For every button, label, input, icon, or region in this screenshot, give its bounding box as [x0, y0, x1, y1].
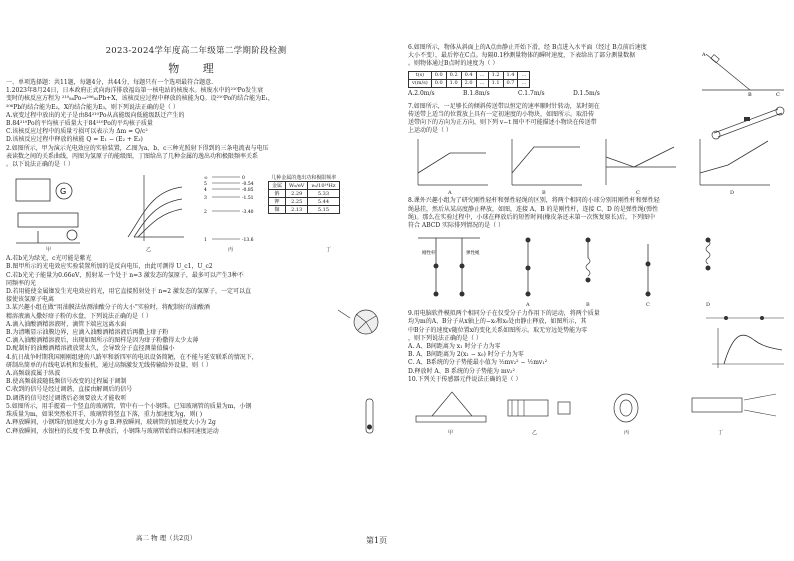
- section-heading: 一、单项选择题：共11题，每题4分，共44分，每题只有一个选项最符合题意.: [6, 79, 213, 86]
- svg-text:C: C: [776, 92, 780, 98]
- question-10: 10.下列关于传感器元件说法正确的是（ ） 甲 乙 丙 丁: [408, 376, 788, 438]
- q7-vt-graphs: [408, 135, 788, 197]
- question-7: 7.如图所示，一足够长的倾斜传送带以恒定的速率顺时针转动，某时刻在 传送带上适当的位置放上具有一定初速度的小物块，如图所示。取沿传 送带向下的方向为正方向，则下列 v−t 图中不可能描述小物块在传送带 上运动的是（ ） A B C D: [408, 103, 788, 198]
- photoelectric-apparatus-diagram: [8, 171, 94, 249]
- figure-label: 丙: [228, 247, 234, 254]
- level-label: 2: [204, 210, 207, 216]
- question-4: 4.抗日战争时期我国刚刚组建的八路军和新四军的电讯设备简陋，在不能与延安联系的情况下， 研制出简单的有线电话机和发报机，通过高频激发无线传输给外设量，则（ ） A.高频载波属于纵波 B.使高频载波随低频信号改变的过程属于调制 C.收到的信号是经过调谐，直接由解调后的信号 D.调谐的信号经过调谐后必须要放大才能收听: [6, 353, 258, 402]
- option-label: C: [646, 302, 650, 309]
- q6-options: A.2.0m/s B.1.8m/s C.1.7m/s D.1.5m/s: [408, 89, 600, 97]
- level-value: 0: [242, 176, 245, 182]
- work-function-table: 金属 W₀/eV ν₀/10¹⁴Hz 钠 2.29 5.33 钾 2.25 5.44 铷 2.13 5.15: [268, 181, 340, 214]
- figure-label: 丁: [718, 430, 724, 437]
- molecule-velocity-figure: [704, 310, 786, 370]
- vt-graph-c: [598, 137, 678, 189]
- right-column: [366, 0, 788, 561]
- figure-label: 乙: [146, 247, 152, 254]
- current-voltage-curves: [114, 173, 186, 243]
- option-label: B: [586, 302, 590, 309]
- rod-label: 刚性杆: [422, 251, 436, 257]
- rod-and-cord-setup: [414, 234, 484, 300]
- level-value: -0.85: [242, 188, 254, 194]
- subject-title: 物 理: [168, 62, 224, 75]
- table-title: 几种金属的逸出功和极限频率: [271, 175, 337, 182]
- question-8: 8.课外兴趣小组为了研究刚性轻杆和弹性轻绳的区别，将两个相同的小球分别用刚性杆和弹性轻 绳悬挂，然后从某高度静止释放，如图，连接 A、B 的是刚性杆，连接 C、D 的是弹性绳(弹性 绳)。那么在实验过程中，小球在释放后的短暂时间(橡皮条还未第一次恢复原长)后，下列图中 符合 ABCD 实际排列情况的是（ ） 刚性杆 弹性绳 A B C D: [408, 197, 788, 310]
- graph-label: D: [730, 190, 735, 197]
- level-value: -13.6: [242, 238, 254, 244]
- level-label: ∞: [204, 176, 208, 182]
- left-column: [6, 0, 386, 561]
- q8-figures: [408, 230, 788, 310]
- glass-tube-figure: [358, 397, 382, 437]
- svg-text:G: G: [60, 187, 67, 197]
- page-number: 第1页: [366, 536, 388, 545]
- question-9: 9.用电脑软件模拟两个相同分子在仅受分子力作用下的运动，将两个质量 均为m的A、B分子从x轴上的−x₀和x₀处由静止释放，如图所示，其 中B分子的速度v随位置x的变化关系如图所示。取无穷远处势能为零 ，则下列说法正确的是（ ） A. A、B间距离为 x₁ 时分子力为零 B. A、B间距离为 2(x₁ − x₀) 时分子力为零 C. A、B系统的分子势能最小值为 ½mv₂² − ½mv₁² D.释放时 A、B 系统的分子势能为 mv₂²: [408, 310, 788, 376]
- cord-label: 弹性绳: [466, 251, 480, 257]
- work-function-table-wrap: [268, 175, 340, 214]
- figure-label: 甲: [46, 247, 52, 254]
- graph-label: C: [636, 190, 640, 197]
- question-1: 1.2023年8月24日，日本政府正式向海洋排放福岛第一核电站的核废水。核废水中的²¹⁰Po发生衰 变时的核反应方程为 ²¹⁰₈₄Po→²⁰⁶₈₂Pb+X，该核反应过程中释放的核能为Q。设²¹⁰Po的结合能为E₁， ²⁰⁶Pb的结合能为E₂，X的结合能为E₃，则下列说法正确的是（ ） A.衰变过程中放出的光子是由84²¹⁰Po从高能级向低能级跃迁产生的 B.84²¹⁰Po的平均核子质量大于84²¹⁰Po的平均核子质量 C.该核反应过程中的质量亏损可以表示为 Δm = Q/c² D.该核反应过程中释放的核能 Q = E₁ − (E₂ + E₃): [6, 87, 274, 144]
- graph-label: B: [542, 190, 546, 197]
- q8-answer-options: [508, 234, 768, 300]
- question-6: 6.如图所示，物体从斜面上的A点由静止开始下滑，经 B点进入水平面（经过 B点前后速度 大小不变），最后停在C点。每隔0.1秒测量物体的瞬时速度，下表给出了部分测量数据 。则物体通过B点时的速度为（ ） t(s) 0.0 0.2 0.4 … 1.2 1.4 … v(m/s) 0.0 1.0 2.0 … 1.1 0.7 … A.2.0m/s B.1.8m/s C.1.7m/s D.1.5m/s A B C: [408, 44, 788, 99]
- figure-label: 甲: [448, 430, 454, 437]
- option-label: A: [526, 302, 530, 309]
- svg-text:B: B: [748, 92, 752, 98]
- figure-label: 乙: [532, 430, 538, 437]
- q2-figures: [6, 169, 386, 255]
- vt-graph-a: [410, 137, 490, 189]
- level-label: 1: [204, 238, 207, 244]
- energy-level-diagram: [202, 171, 258, 245]
- incline-plane-figure: [698, 50, 786, 96]
- vt-graph-d: [692, 137, 772, 189]
- conveyor-belt-figure: [708, 103, 786, 139]
- vt-graph-b: [504, 137, 584, 189]
- exam-title: 2023-2024学年度高二年级第二学期阶段检测: [105, 46, 287, 56]
- figure-label: 丁: [326, 247, 332, 254]
- svg-text:A: A: [702, 52, 706, 58]
- q10-figures: [408, 384, 788, 438]
- level-label: 5: [204, 182, 207, 188]
- question-2: 2.如图所示，甲为演示光电效应的实验装置，乙图为a、b、c三种光照射下得到的三条电流表与电压 表读数之间的关系曲线，丙图为氢原子的能级图，丁图给出了几种金属的逸出功和极限频率关系 。以下说法正确的是（ ） G ∞ 5 4 3 2 1 0 -0.54 -0.85 -1.51 -3.40 -13.6 几种金属的逸出功和极限频率 金属 W₀/eV ν₀/10¹⁴Hz 钠 2.29 5.33 钾 2.25 5.44 铷 2.13 5.15 甲 乙 丙 丁 A.若b光为绿光，c光可能是紫光 B.图甲所示的光电效应实验装置所加的是反向电压，由此可测得 U_c1，U_c2 C.若b光光子能量为0.66eV，照射某一个处于 n=3 激发态的氢原子，最多可以产生3种不 同频率的光 D.若用能使金属铷发生光电效应的光，用它直接照射处于 n=2 激发态的氢原子，一定可以直 接使该氢原子电离: [6, 145, 386, 305]
- graph-label: A: [448, 190, 452, 197]
- option-label: D: [706, 302, 711, 309]
- level-label: 4: [204, 188, 207, 194]
- sensor-figures: [412, 386, 782, 430]
- question-5: 5.如图所示，用手握着一个竖直的玻璃管，管中有一个小钢珠。已知玻璃管的质量为m，小钢 珠质量为m，如果突然松开手，玻璃管将竖直下落，重力加速度为g，则( ) A.释放瞬间，小钢珠的加速度大小为 g B.释放瞬间，玻璃管的加速度大小为 2g C.释放瞬间，水银柱的长度不变 D.释放后，小钢珠与玻璃管始终以相同速度运动: [6, 403, 386, 436]
- oil-film-figure: [336, 306, 384, 336]
- level-value: -3.40: [242, 210, 254, 216]
- velocity-table: t(s) 0.0 0.2 0.4 … 1.2 1.4 … v(m/s) 0.0 1.0 2.0 … 1.1 0.7 …: [408, 71, 530, 88]
- figure-label: 丙: [624, 430, 630, 437]
- question-3: 3.某兴趣小组在做“用油膜法估测油酸分子的大小”实验时，将配制好的油酸酒 精溶液滴入撒好痱子粉的水盘，下列说法正确的是（ ） A.滴入油酸酒精溶液时，滴管下端应远离水面 B.为清晰显示油膜边界，应滴入油酸酒精溶液后再撒上痱子粉 C.滴入油酸酒精溶液后，出现如图所示的图样是因为痱子粉撒得太少太薄 D.配制好的油酸酒精溶液放置太久，会导致分子直径测量值偏小: [6, 304, 386, 353]
- level-label: 3: [204, 196, 207, 202]
- level-value: -0.54: [242, 182, 254, 188]
- level-value: -1.51: [242, 196, 254, 202]
- footer-left: 高二 物 理（共2页）: [136, 534, 197, 542]
